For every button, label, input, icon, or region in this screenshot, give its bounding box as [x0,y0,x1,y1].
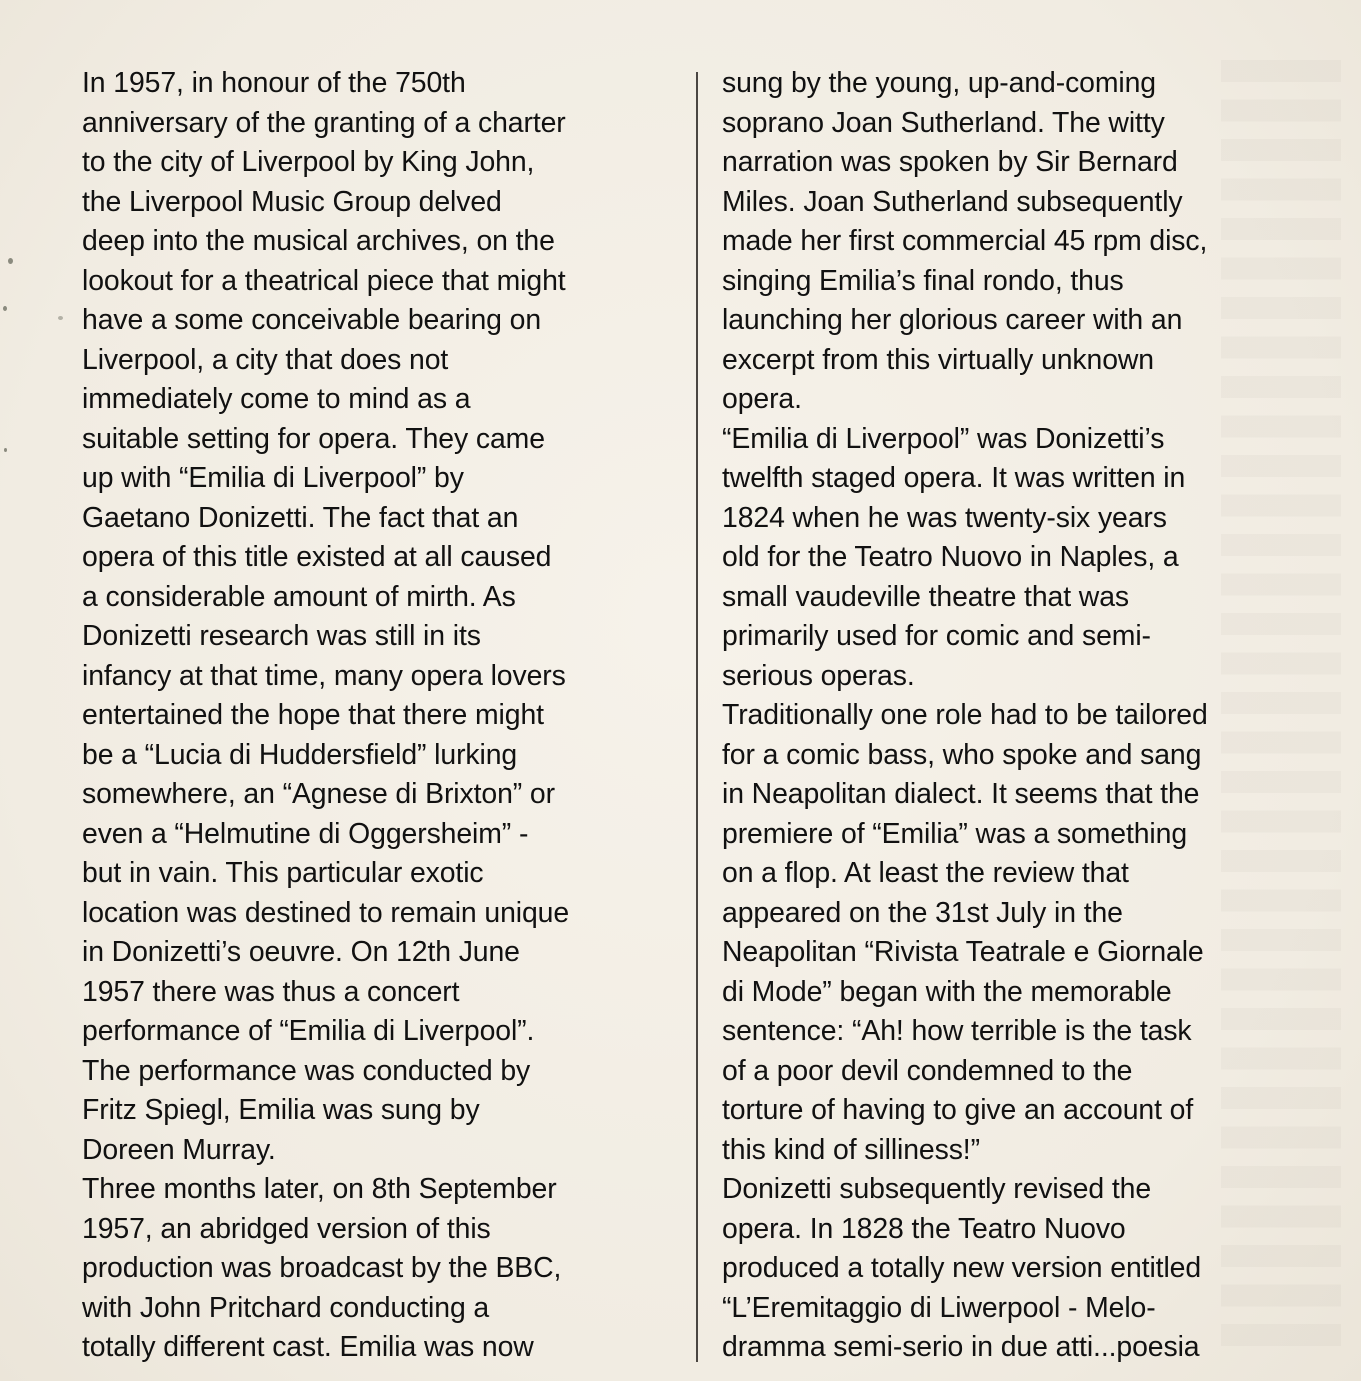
text-line: immediately come to mind as a [82,383,471,415]
text-line: 1957, an abridged version of this [82,1212,491,1245]
text-line: Doreen Murray. [82,1133,276,1166]
text-line: sentence: “Ah! how terrible is the task [722,1015,1192,1047]
text-line: opera. In 1828 the Teatro Nuovo [722,1212,1126,1245]
text-line: twelfth staged opera. It was written in [722,462,1186,494]
text-line: Liverpool, a city that does not [82,343,449,376]
text-line: Gaetano Donizetti. The fact that an [82,501,519,534]
text-line: the Liverpool Music Group delved [82,185,502,218]
text-line: sung by the young, up-and-coming [722,67,1156,99]
text-line: Donizetti subsequently revised the [722,1173,1152,1205]
text-line: anniversary of the granting of a charter [82,106,566,139]
text-line: in Neapolitan dialect. It seems that the [722,778,1200,810]
text-line: torture of having to give an account of [722,1094,1194,1126]
text-line: old for the Teatro Nuovo in Naples, a [722,541,1179,573]
text-line: somewhere, an “Agnese di Brixton” or [82,778,555,810]
text-line: launching her glorious career with an [722,304,1183,336]
text-line: opera. [722,383,802,415]
text-line: made her first commercial 45 rpm disc, [722,225,1208,257]
text-line: 1824 when he was twenty-six years [722,501,1167,534]
text-line: appeared on the 31st July in the [722,896,1123,929]
text-line: have a some conceivable bearing on [82,304,542,336]
text-line: narration was spoken by Sir Bernard [722,146,1178,178]
text-line: The performance was conducted by [82,1054,531,1087]
paper-speck [3,306,7,311]
text-line: a considerable amount of mirth. As [82,580,516,613]
text-line: primarily used for comic and semi- [722,620,1151,652]
text-line: opera of this title existed at all caused [82,541,552,573]
text-line: production was broadcast by the BBC, [82,1252,562,1284]
text-line: “Emilia di Liverpool” was Donizetti’s [722,422,1165,455]
text-line: up with “Emilia di Liverpool” by [82,462,464,494]
text-line: Donizetti research was still in its [82,620,481,652]
paper-speck [58,316,63,320]
text-line: but in vain. This particular exotic [82,857,484,889]
text-line: small vaudeville theatre that was [722,580,1129,613]
text-line: In 1957, in honour of the 750th [82,67,466,99]
text-line: soprano Joan Sutherland. The witty [722,106,1165,139]
text-line: “L’Eremitaggio di Liwerpool - Melo- [722,1291,1156,1324]
text-line: infancy at that time, many opera lovers [82,659,566,692]
text-line: totally different cast. Emilia was now [82,1331,534,1363]
left-text-column [82,64,682,1368]
text-line: 1957 there was thus a concert [82,975,460,1008]
text-line: location was destined to remain unique [82,896,570,929]
text-line: entertained the hope that there might [82,699,544,731]
text-line: premiere of “Emilia” was a something [722,817,1188,850]
text-line: be a “Lucia di Huddersfield” lurking [82,738,518,771]
text-line: suitable setting for opera. They came [82,422,545,455]
text-line: dramma semi-serio in due atti...poesia [722,1331,1200,1363]
text-line: serious operas. [722,659,915,692]
paper-speck [4,448,7,452]
column-divider [696,72,698,1362]
right-text-column [722,64,1332,1368]
text-line: performance of “Emilia di Liverpool”. [82,1015,535,1047]
text-line: excerpt from this virtually unknown [722,343,1154,376]
text-line: Neapolitan “Rivista Teatrale e Giornale [722,936,1204,968]
text-line: singing Emilia’s final rondo, thus [722,264,1124,297]
text-line: of a poor devil condemned to the [722,1054,1133,1087]
text-line: even a “Helmutine di Oggersheim” - [82,817,529,850]
text-line: with John Pritchard conducting a [82,1291,490,1324]
text-line: Miles. Joan Sutherland subsequently [722,185,1183,218]
text-line: this kind of silliness!” [722,1133,980,1166]
text-line: deep into the musical archives, on the [82,225,555,257]
text-line: in Donizetti’s oeuvre. On 12th June [82,936,520,968]
text-line: to the city of Liverpool by King John, [82,146,535,178]
text-line: Traditionally one role had to be tailored [722,699,1208,731]
paper-speck [8,258,13,264]
text-line: produced a totally new version entitled [722,1252,1202,1284]
text-line: for a comic bass, who spoke and sang [722,738,1202,771]
text-line: on a flop. At least the review that [722,857,1129,889]
text-line: di Mode” began with the memorable [722,975,1172,1008]
text-line: Fritz Spiegl, Emilia was sung by [82,1094,480,1126]
text-line: lookout for a theatrical piece that might [82,264,566,297]
text-line: Three months later, on 8th September [82,1173,557,1205]
